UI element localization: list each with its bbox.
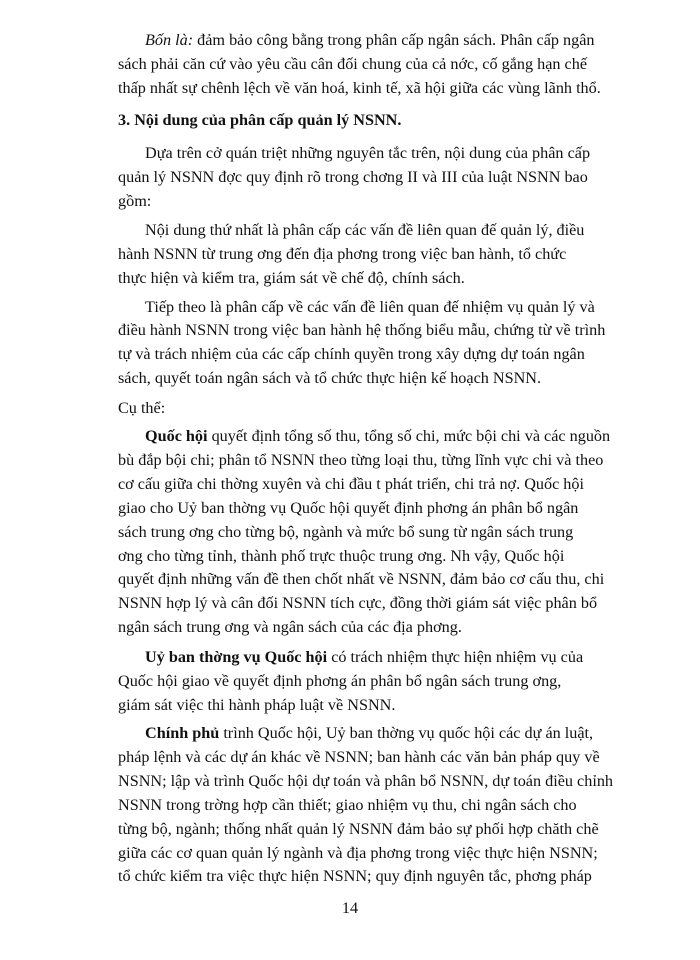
paragraph-line: từng bộ, ngành; thống nhất quản lý NSNN đảm bảo sự phối hợp chăth chẽ [118, 820, 599, 838]
paragraph-line: cơ cấu giữa chi thờng xuyên và chi đầu t phát triển, chi trả nợ. Quốc hội [118, 475, 584, 494]
paragraph-line: pháp lệnh và các dự án khác về NSNN; ban hành các văn bản pháp quy về [118, 748, 600, 767]
paragraph-line: điều hành NSNN trong việc ban hành hệ thống biểu mẫu, chứng từ về trình [118, 321, 606, 340]
paragraph-line [145, 647, 583, 667]
paragraph-line: Tiếp theo là phân cấp về các vấn đề liên quan đế nhiệm vụ quản lý và [145, 298, 595, 317]
paragraph-line: giám sát việc thi hành pháp luật về NSNN. [118, 695, 396, 714]
paragraph-line: hành NSNN từ trung ơng đến địa phơng trong việc ban hành, tổ chức [118, 244, 567, 263]
paragraph-line: giao cho Uỷ ban thờng vụ Quốc hội quyết định phơng án phân bổ ngân [118, 499, 579, 518]
paragraph-line: bù đắp bội chi; phân tổ NSNN theo từng loại thu, từng lĩnh vực chi và theo [118, 451, 604, 470]
paragraph-line: sách trung ơng cho từng bộ, ngành và mức bổ sung từ ngân sách trung [118, 523, 574, 542]
paragraph-line: NSNN hợp lý và cân đối NSNN tích cực, đồng thời giám sát việc phân bổ [118, 594, 598, 613]
paragraph-line: NSNN; lập và trình Quốc hội dự toán và phân bổ NSNN, dự toán điều chỉnh [118, 772, 614, 791]
paragraph-line: Nội dung thứ nhất là phân cấp các vấn đề liên quan đế quản lý, điều [145, 220, 585, 239]
paragraph-line: sách phải căn cứ vào yêu cầu cân đối chung của cả nớc, cố gắng hạn chế [118, 55, 588, 73]
paragraph-line: Quốc hội giao về quyết định phơng án phân bổ ngân sách trung ơng, [118, 671, 562, 690]
subsection-label: Cụ thể: [118, 398, 166, 417]
paragraph-line: tổ chức kiểm tra việc thực hiện NSNN; quy định nguyên tắc, phơng pháp [118, 867, 592, 885]
section-heading: 3. Nội dung của phân cấp quản lý NSNN. [118, 111, 402, 130]
paragraph-lead: Quốc hội [145, 427, 208, 446]
paragraph-line: ơng cho từng tỉnh, thành phố trực thuộc trung ơng. Nh vậy, Quốc hội [118, 547, 565, 566]
paragraph-line: tự và trách nhiệm của các cấp chính quyền trong xây dựng dự toán ngân [118, 345, 585, 364]
paragraph-line: quản lý NSNN đợc quy định rõ trong chơng II và III của luật NSNN bao [118, 168, 588, 187]
paragraph-line: thấp nhất sự chênh lệch về văn hoá, kinh tế, xã hội giữa các vùng lãnh thổ. [118, 78, 601, 97]
paragraph-line: ngân sách trung ơng và ngân sách của các địa phơng. [118, 618, 462, 637]
paragraph-line: NSNN trong trờng hợp cần thiết; giao nhiệm vụ thu, chi ngân sách cho [118, 796, 577, 814]
paragraph-text: có trách nhiệm thực hiện nhiệm vụ của [327, 647, 584, 666]
paragraph-text: đảm bảo công bằng trong phân cấp ngân sách. Phân cấp ngân [193, 31, 595, 49]
page-number: 14 [341, 899, 359, 917]
paragraph-lead: Bốn là: [145, 31, 194, 49]
paragraph-line [145, 723, 593, 743]
paragraph-line: thực hiện và kiểm tra, giám sát về chế độ, chính sách. [118, 268, 465, 287]
paragraph-lead: Uỷ ban thờng vụ Quốc hội [145, 647, 328, 666]
paragraph-line: Dựa trên cở quán triệt những nguyên tắc trên, nội dung của phân cấp [145, 144, 591, 163]
paragraph-text: quyết định tổng số thu, tổng số chi, mức bội chi và các nguồn [207, 427, 611, 446]
paragraph-line [145, 30, 595, 50]
paragraph-lead: Chính phủ [145, 724, 220, 743]
paragraph-text: trình Quốc hội, Uỷ ban thờng vụ quốc hội các dự án luật, [219, 724, 594, 743]
paragraph-line [145, 426, 610, 446]
paragraph-line: gồm: [118, 192, 152, 211]
paragraph-line: sách, quyết toán ngân sách và tổ chức thực hiện kế hoạch NSNN. [118, 369, 542, 388]
paragraph-line: quyết định những vấn đề then chốt nhất về NSNN, đảm bảo cơ cấu thu, chi [118, 570, 605, 589]
paragraph-line: giữa các cơ quan quản lý ngành và địa phơng trong việc thực hiện NSNN; [118, 844, 598, 862]
